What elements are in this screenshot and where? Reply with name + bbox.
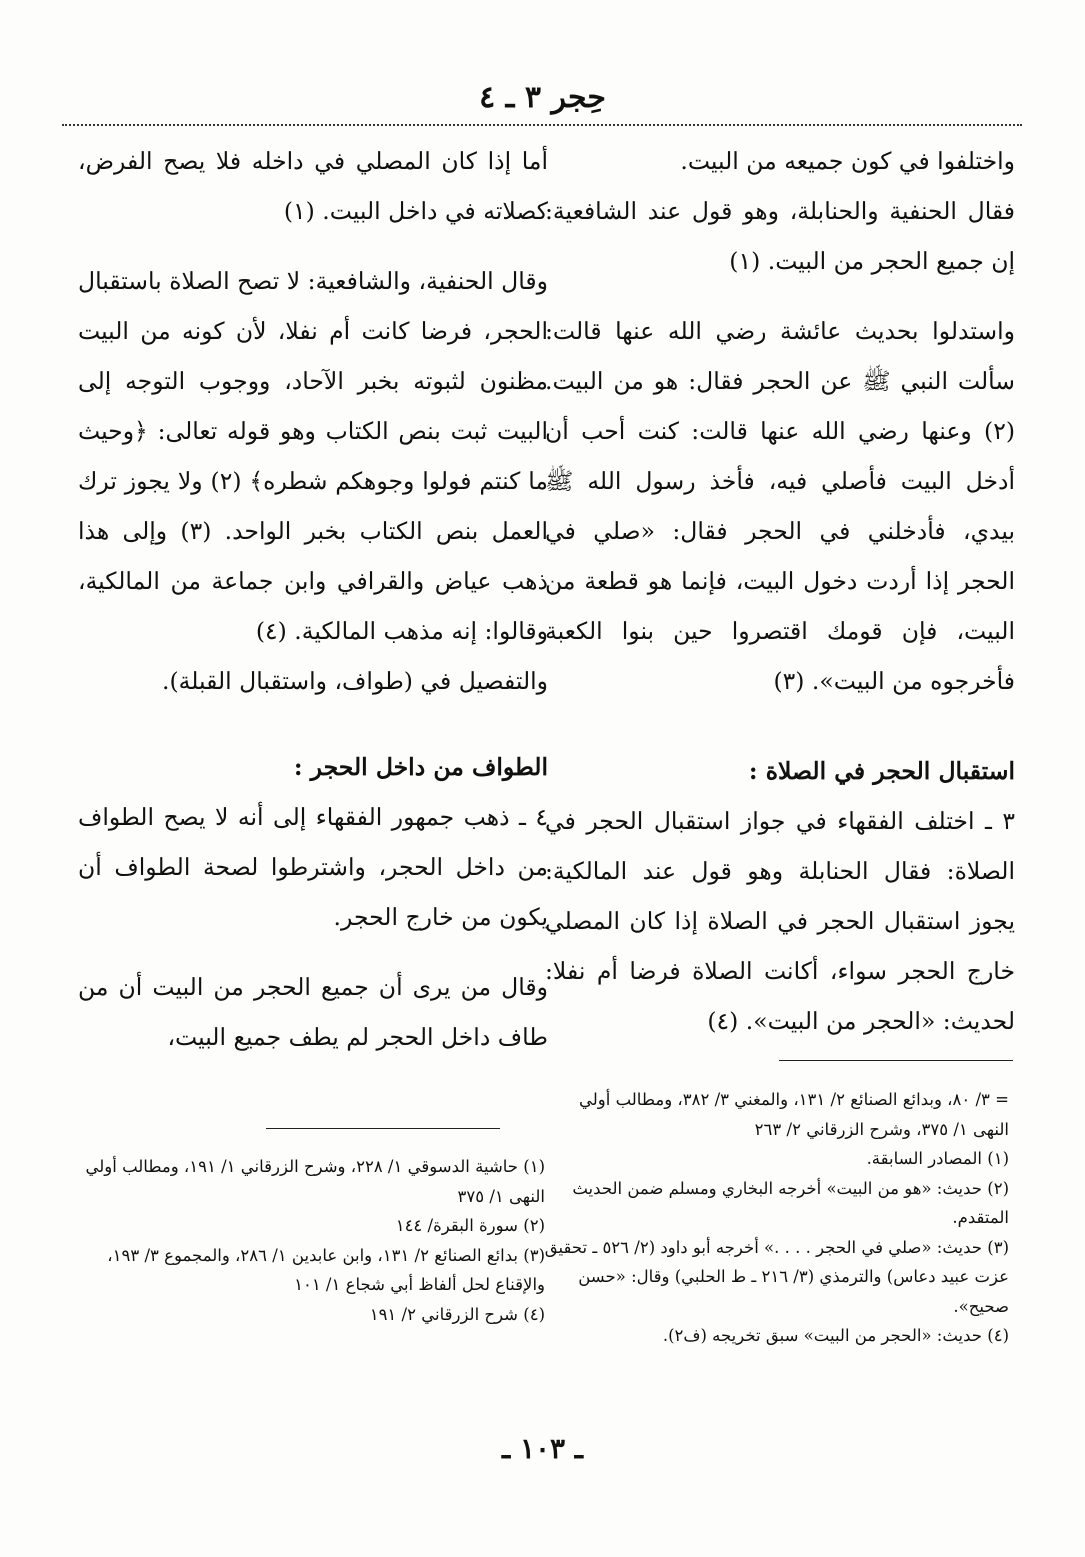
footnote-divider — [266, 1128, 500, 1129]
footnote: (٤) حديث: «الحجر من البيت» سبق تخريجه (ف٢). — [662, 1326, 1009, 1345]
paragraph: واختلفوا في كون جميعه من البيت. — [680, 147, 1015, 175]
footnotes-left — [80, 1152, 545, 1329]
footnotes-right — [544, 1085, 1009, 1351]
footnote: (١) المصادر السابقة. — [866, 1149, 1009, 1168]
paragraph: وقال من يرى أن جميع الحجر من البيت أن من طاف داخل الحجر لم يطف جميع البيت، — [78, 973, 548, 1051]
page-number: ـ ١٠٣ ـ — [501, 1432, 584, 1465]
paragraph: ٤ ـ ذهب جمهور الفقهاء إلى أنه لا يصح الطواف من داخل الحجر، واشترطوا لصحة الطواف أن يكون من خارج الحجر. — [78, 803, 548, 931]
paragraph: وقال الحنفية، والشافعية: لا تصح الصلاة باستقبال الحجر، فرضا كانت أم نفلا، لأن كونه من البيت مظنون لثبوته بخبر الآحاد، ووجوب التوجه إلى البيت ثبت بنص الكتاب وهو قوله تعالى: ﴿وحيث ما كنتم فولوا وجوهكم شطره﴾ (٢) ولا يجوز ترك العمل بنص الكتاب بخبر الواحد. (٣) وإلى هذا ذهب عياض والقرافي وابن جماعة من المالكية، وقالوا: إنه مذهب المالكية. (٤) — [78, 267, 548, 645]
paragraph: ٣ ـ اختلف الفقهاء في جواز استقبال الحجر في الصلاة: فقال الحنابلة وهو قول عند المالكية: يجوز استقبال الحجر في الصلاة إذا كان المصلي خارج الحجر سواء، أكانت الصلاة فرضا أم نفلا: لحديث: «الحجر من البيت». (٤) — [545, 807, 1015, 1035]
footnote: (٣) حديث: «صلي في الحجر . . . .» أخرجه أبو داود (٢/ ٥٢٦ ـ تحقيق عزت عبيد دعاس) والترمذي (٣/ ٢١٦ ـ ط الحلبي) وقال: «حسن صحيح». — [544, 1237, 1009, 1316]
header-divider — [62, 124, 1022, 126]
paragraph: أما إذا كان المصلي في داخله فلا يصح الفرض، كصلاته في داخل البيت. (١) — [78, 147, 548, 225]
section-heading: الطواف من داخل الحجر : — [293, 753, 548, 781]
footnote: (١) حاشية الدسوقي ١/ ٢٢٨، وشرح الزرقاني ١/ ١٩١، ومطالب أولي النهى ١/ ٣٧٥ — [85, 1157, 545, 1206]
footnote: (٣) بدائع الصنائع ٢/ ١٣١، وابن عابدين ١/ ٢٨٦، والمجموع ٣/ ١٩٣، والإقناع لحل ألفاظ أبي شجاع ١/ ١٠١ — [107, 1245, 545, 1294]
paragraph: واستدلوا بحديث عائشة رضي الله عنها قالت: سألت النبي ﷺ عن الحجر فقال: هو من البيت. (٢) وعنها رضي الله عنها قالت: كنت أحب أن أدخل البيت فأصلي فيه، فأخذ رسول الله ﷺ بيدي، فأدخلني في الحجر فقال: «صلي في الحجر إذا أردت دخول البيت، فإنما هو قطعة من البيت، فإن قومك اقتصروا حين بنوا الكعبة فأخرجوه من البيت». (٣) — [545, 317, 1015, 695]
section-heading: استقبال الحجر في الصلاة : — [748, 757, 1015, 785]
footnote: (٤) شرح الزرقاني ٢/ ١٩١ — [369, 1304, 545, 1324]
paragraph: والتفصيل في (طواف، واستقبال القبلة). — [161, 667, 548, 695]
footnote: (٢) حديث: «هو من البيت» أخرجه البخاري ومسلم ضمن الحديث المتقدم. — [572, 1178, 1009, 1227]
left-column — [78, 136, 548, 1062]
running-header: حِجر ٣ ـ ٤ — [479, 80, 606, 115]
footnote: (٢) سورة البقرة/ ١٤٤ — [395, 1216, 545, 1235]
footnote-divider — [779, 1060, 1013, 1061]
footnote: = ٣/ ٨٠، وبدائع الصنائع ٢/ ١٣١، والمغني ٣/ ٣٨٢، ومطالب أولي النهى ١/ ٣٧٥، وشرح الزرقاني ٢/ ٢٦٣ — [579, 1090, 1009, 1139]
right-column — [545, 136, 1015, 1046]
paragraph: فقال الحنفية والحنابلة، وهو قول عند الشافعية: إن جميع الحجر من البيت. (١) — [545, 197, 1015, 275]
